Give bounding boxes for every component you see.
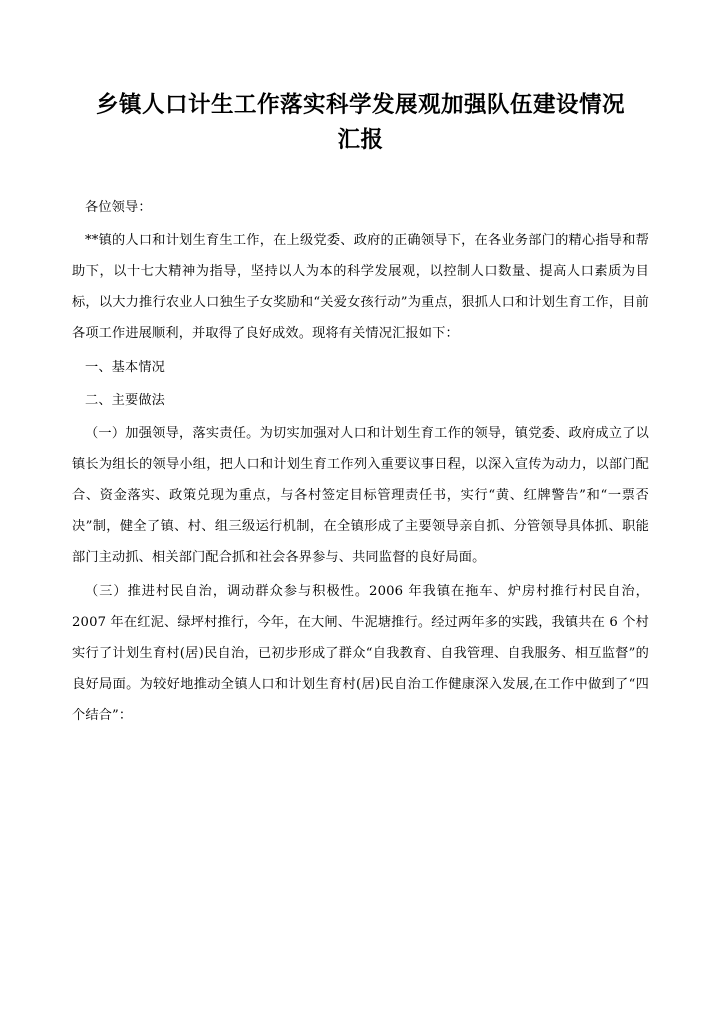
paragraph-item-three: （三）推进村民自治，调动群众参与积极性。2006 年我镇在拖车、炉房村推行村民自治，2007 年在红泥、绿坪村推行，今年，在大闸、牛泥塘推行。经过两年多的实践，我镇共在 6 个村实行了计划生育村(居)民自治，已初步形成了群众“自我教育、自我管理、自我服务、相互监督”的良好局面。为较好地推动全镇人口和计划生育村(居)民自治工作健康深入发展,在工作中做到了“四个结合”： (72, 583, 649, 724)
paragraph-salutation: 各位领导： (85, 199, 152, 215)
paragraph-section-one: 一、基本情况 (85, 359, 166, 375)
paragraph-intro: **镇的人口和计划生育生工作，在上级党委、政府的正确领导下，在各业务部门的精心指导和帮助下，以十七大精神为指导，坚持以人为本的科学发展观，以控制人口数量、提高人口素质为目标，以大力推行农业人口独生子女奖励和“关爱女孩行动”为重点，狠抓人口和计划生育工作，目前各项工作进展顺利，并取得了良好成效。现将有关情况汇报如下： (72, 232, 649, 342)
document-body (72, 192, 649, 732)
paragraph-item-one: （一）加强领导，落实责任。为切实加强对人口和计划生育工作的领导，镇党委、政府成立了以镇长为组长的领导小组，把人口和计划生育工作列入重要议事日程，以深入宣传为动力，以部门配合、资金落实、政策兑现为重点，与各村签定目标管理责任书，实行“黄、红牌警告”和“一票否决”制，健全了镇、村、组三级运行机制，在全镇形成了主要领导亲自抓、分管领导具体抓、职能部门主动抓、相关部门配合抓和社会各界参与、共同监督的良好局面。 (72, 425, 649, 566)
paragraph-section-two: 二、主要做法 (85, 392, 166, 408)
page-title: 乡镇人口计生工作落实科学发展观加强队伍建设情况汇报 (95, 92, 625, 153)
